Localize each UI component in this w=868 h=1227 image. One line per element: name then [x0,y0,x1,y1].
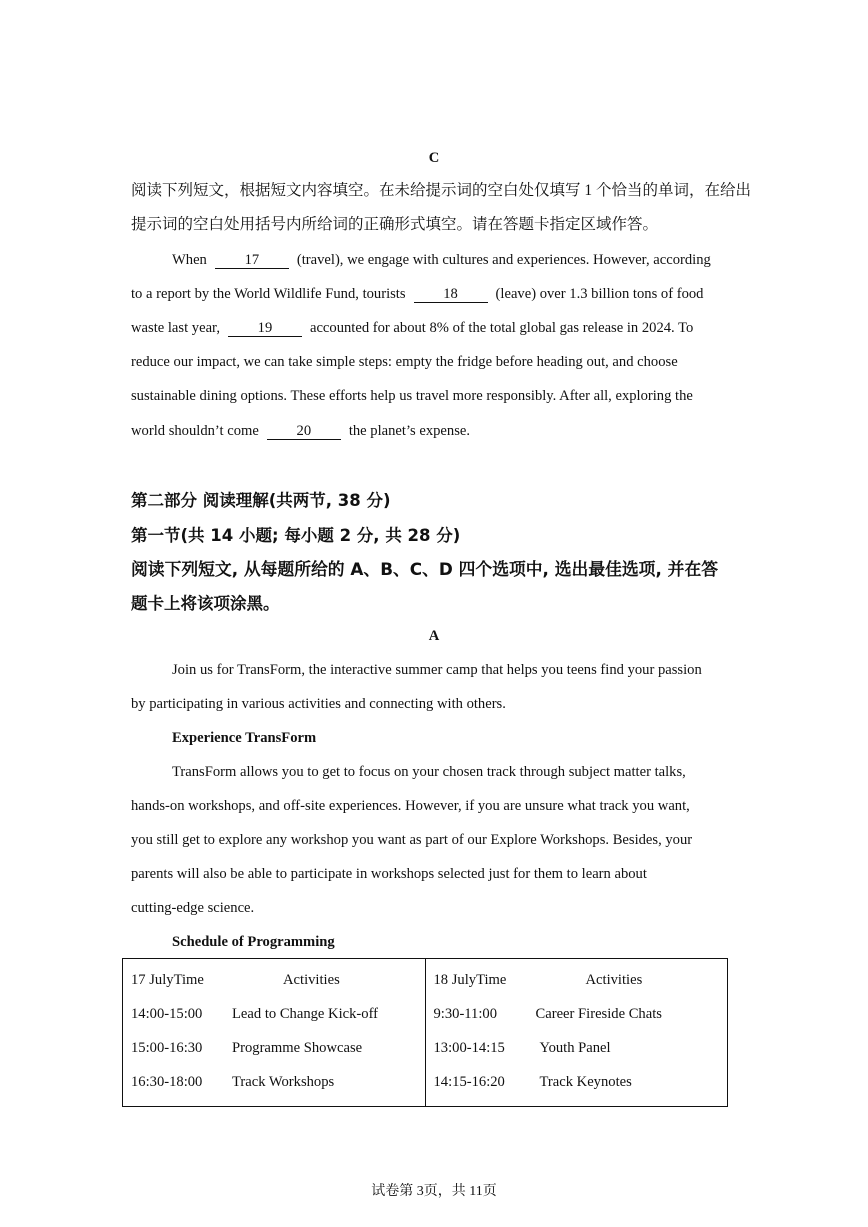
passage-c-line1-pre: When [172,252,207,268]
blank-20[interactable]: 20 [267,423,341,440]
table-row [123,993,425,1027]
passage-a-letter: A [428,628,440,644]
day1-time-header: 17 JulyTime [131,972,204,988]
part2-instruction-line1: 阅读下列短文, 从每题所给的 A、B、C、D 四个选项中, 选出最佳选项, 并在答 [131,559,719,579]
schedule-heading: Schedule of Programming [172,934,335,950]
passage-c-line3-post: accounted for about 8% of the total global gas release in 2024. To [309,320,694,336]
day2-row3-time: 14:15-16:20 [433,1074,505,1090]
schedule-day2-header [426,959,728,993]
day2-row3-activity: Track Keynotes [539,1074,632,1090]
day2-row1-activity: Career Fireside Chats [535,1006,662,1022]
passage-c-line5: sustainable dining options. These efforts help us travel more responsibly. After all, exploring the [131,388,693,404]
passage-a-intro-line1: Join us for TransForm, the interactive summer camp that helps you teens find your passion [172,662,702,678]
passage-c-line2 [131,284,703,304]
passage-c-line1-post: (travel), we engage with cultures and experiences. However, according [296,252,711,268]
passage-c-line1 [172,250,711,270]
schedule-day1-header [123,959,425,993]
day2-activity-header: Activities [585,972,643,988]
table-row [123,1027,425,1061]
passage-c-line3-pre: waste last year, [131,320,220,336]
day1-row3-activity: Track Workshops [232,1074,335,1090]
day2-row1-time: 9:30-11:00 [433,1006,498,1022]
section-c-instruction-line2: 提示词的空白处用括号内所给词的正确形式填空。请在答题卡指定区域作答。 [131,216,659,233]
experience-heading: Experience TransForm [172,730,317,746]
passage-c-line4: reduce our impact, we can take simple steps: empty the fridge before heading out, and choose [131,354,678,370]
page-footer: 试卷第 3页，共 11页 [371,1184,497,1199]
passage-c-line3 [131,318,693,338]
day1-row2-activity: Programme Showcase [232,1040,363,1056]
passage-c-line2-post: (leave) over 1.3 billion tons of food [495,286,704,302]
day1-activity-header: Activities [283,972,340,988]
passage-c-line6-post: the planet’s expense. [348,423,470,439]
schedule-day2 [425,959,728,1107]
experience-line1: TransForm allows you to get to focus on your chosen track through subject matter talks, [172,764,686,780]
table-row [426,993,728,1027]
section-c-instruction-line1: 阅读下列短文，根据短文内容填空。在未给提示词的空白处仅填写 1 个恰当的单词，在给出 [131,182,752,199]
day1-row1-time: 14:00-15:00 [131,1006,203,1022]
experience-line2: hands-on workshops, and off-site experiences. However, if you are unsure what track you want, [131,798,690,814]
day1-row1-activity: Lead to Change Kick-off [232,1006,379,1022]
passage-c-line2-pre: to a report by the World Wildlife Fund, tourists [131,286,406,302]
blank-18[interactable]: 18 [414,286,488,303]
experience-line3: you still get to explore any workshop you want as part of our Explore Workshops. Besides, your [131,832,693,848]
day2-time-header: 18 JulyTime [433,972,507,988]
day1-row2-time: 15:00-16:30 [131,1040,203,1056]
day1-row3-time: 16:30-18:00 [131,1074,203,1090]
part2-heading: 第二部分 阅读理解(共两节, 38 分) [131,491,391,510]
part2-instruction-line2: 题卡上将该项涂黑。 [131,594,280,613]
experience-line4: parents will also be able to participate in workshops selected just for them to learn about [131,866,647,882]
table-row [426,1061,728,1095]
day2-row2-time: 13:00-14:15 [433,1040,505,1056]
passage-a-intro-line2: by participating in various activities and connecting with others. [131,696,506,712]
blank-17[interactable]: 17 [215,252,289,269]
blank-19[interactable]: 19 [228,320,302,337]
part2-subheading: 第一节(共 14 小题; 每小题 2 分, 共 28 分) [131,526,461,545]
table-row [123,1061,425,1095]
section-c-letter: C [428,150,440,166]
passage-c-line6 [131,421,470,441]
schedule-table [122,958,728,1107]
table-row [426,1027,728,1061]
schedule-day1 [123,959,426,1107]
experience-line5: cutting-edge science. [131,900,255,916]
day2-row2-activity: Youth Panel [539,1040,611,1056]
passage-c-line6-pre: world shouldn’t come [131,423,259,439]
